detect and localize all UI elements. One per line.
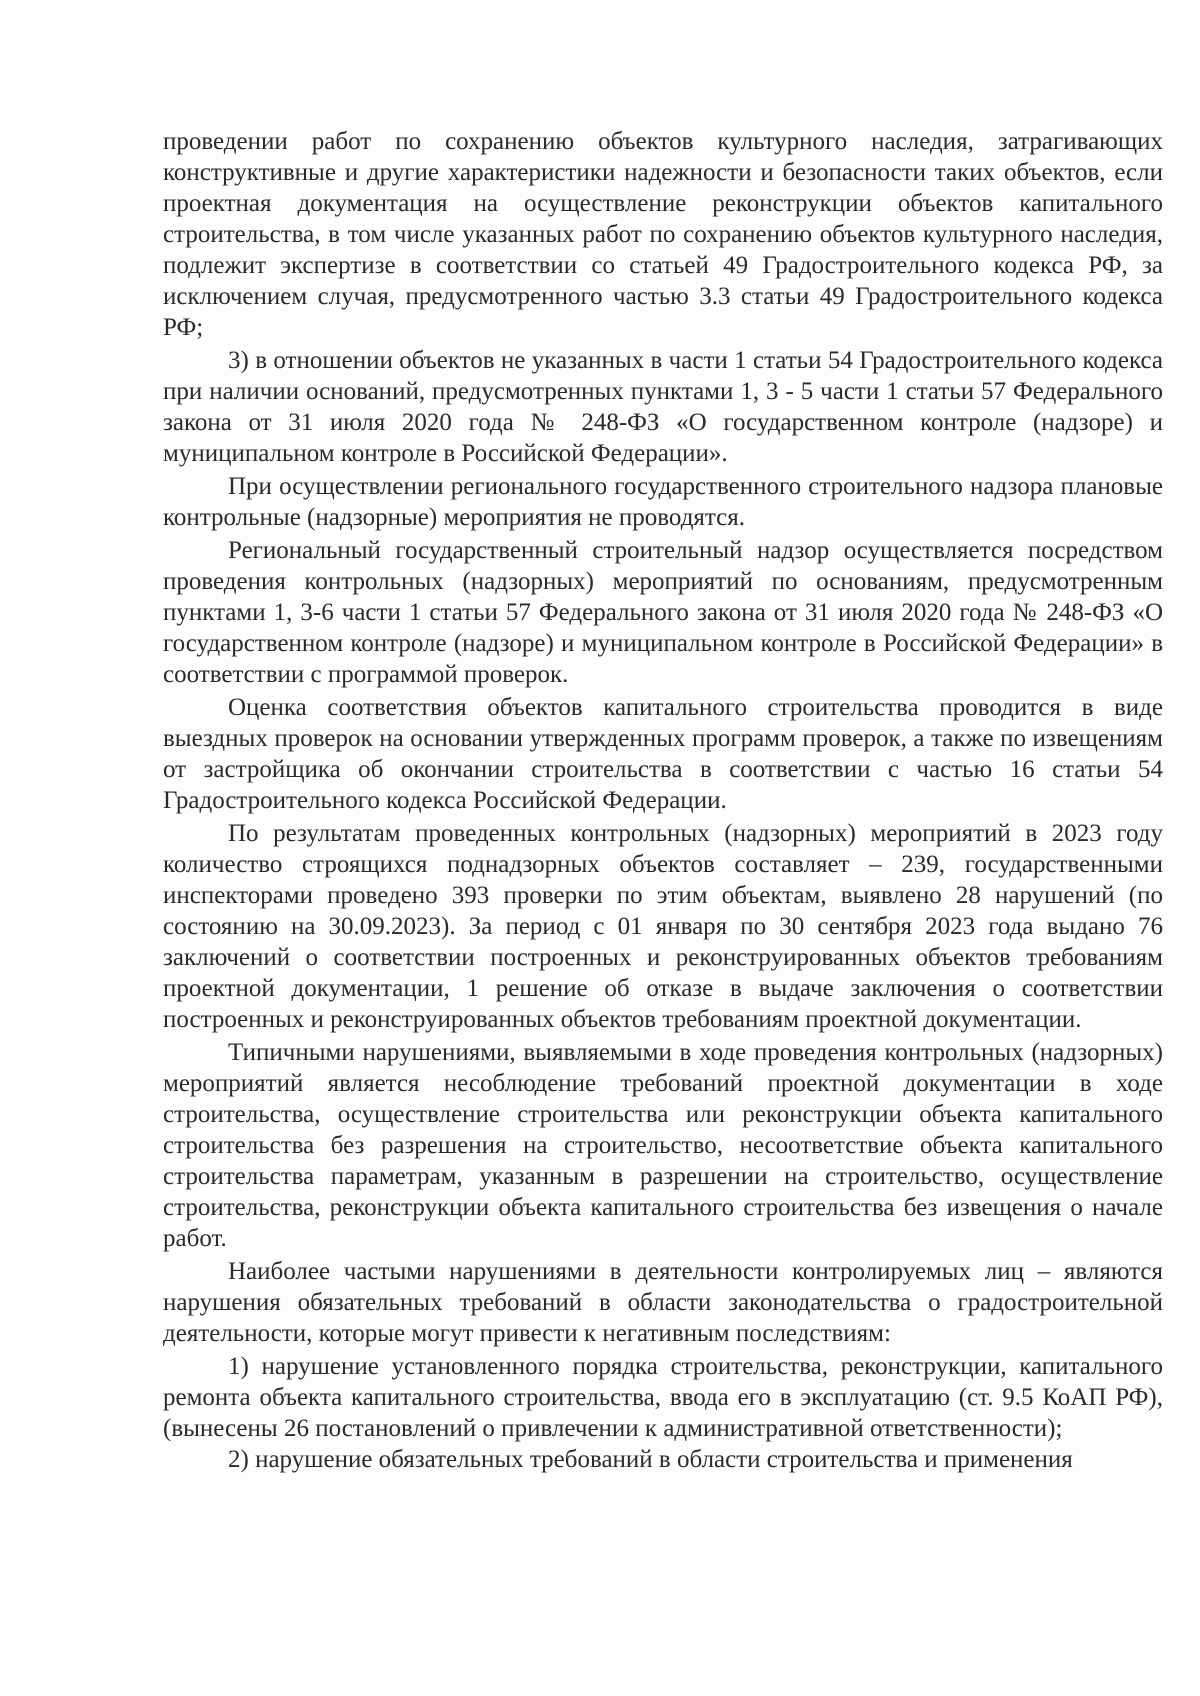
- paragraph-frequent-violations: Наиболее частыми нарушениями в деятельности контролируемых лиц – являются нарушения обязательных требований в области законодательства о градостроительной деятельности, которые могут привести к негативным последствиям:: [163, 1258, 1163, 1347]
- document-body: [163, 126, 1163, 1475]
- paragraph-typical-violations: Типичными нарушениями, выявляемыми в ходе проведения контрольных (надзорных) мероприятий является несоблюдение требований проектной документации в ходе строительства, осуществление строительства или реконструкции объекта капитального строительства без разрешения на строительство, несоответствие объекта капитального строительства параметрам, указанным в разрешении на строительство, осуществление строительства, реконструкции объекта капитального строительства без извещения о начале работ.: [163, 1039, 1163, 1252]
- paragraph-continuation: проведении работ по сохранению объектов культурного наследия, затрагивающих конструктивные и другие характеристики надежности и безопасности таких объектов, если проектная документация на осуществление реконструкции объектов капитального строительства, в том числе указанных работ по сохранению объектов культурного наследия, подлежит экспертизе в соответствии со статьей 49 Градостроительного кодекса РФ, за исключением случая, предусмотренного частью 3.3 статьи 49 Градостроительного кодекса РФ;: [163, 128, 1163, 341]
- paragraph-results-2023: По результатам проведенных контрольных (надзорных) мероприятий в 2023 году количество строящихся поднадзорных объектов составляет – 239, государственными инспекторами проведено 393 проверки по этим объектам, выявлено 28 нарушений (по состоянию на 30.09.2023). За период с 01 января по 30 сентября 2023 года выдано 76 заключений о соответствии построенных и реконструированных объектов требованиям проектной документации, 1 решение об отказе в выдаче заключения о соответствии построенных и реконструированных объектов требованиям проектной документации.: [163, 820, 1163, 1033]
- paragraph-planned-inspections: При осуществлении регионального государственного строительного надзора плановые контрольные (надзорные) мероприятия не проводятся.: [163, 473, 1163, 531]
- paragraph-regional-supervision: Региональный государственный строительный надзор осуществляется посредством проведения контрольных (надзорных) мероприятий по основаниям, предусмотренным пунктами 1, 3-6 части 1 статьи 57 Федерального закона от 31 июля 2020 года № 248-ФЗ «О государственном контроле (надзоре) и муниципальном контроле в Российской Федерации» в соответствии с программой проверок.: [163, 537, 1163, 688]
- paragraph-violation-1: 1) нарушение установленного порядка строительства, реконструкции, капитального ремонта объекта капитального строительства, ввода его в эксплуатацию (ст. 9.5 КоАП РФ), (вынесены 26 постановлений о привлечении к административной ответственности);: [163, 1353, 1163, 1442]
- paragraph-violation-2: 2) нарушение обязательных требований в области строительства и применения: [228, 1446, 1073, 1473]
- paragraph-conformity-assessment: Оценка соответствия объектов капитального строительства проводится в виде выездных проверок на основании утвержденных программ проверок, а также по извещениям от застройщика об окончании строительства в соответствии с частью 16 статьи 54 Градостроительного кодекса Российской Федерации.: [163, 694, 1163, 814]
- paragraph-item-3: 3) в отношении объектов не указанных в части 1 статьи 54 Градостроительного кодекса при наличии оснований, предусмотренных пунктами 1, 3 - 5 части 1 статьи 57 Федерального закона от 31 июля 2020 года № 248-ФЗ «О государственном контроле (надзоре) и муниципальном контроле в Российской Федерации».: [163, 347, 1163, 467]
